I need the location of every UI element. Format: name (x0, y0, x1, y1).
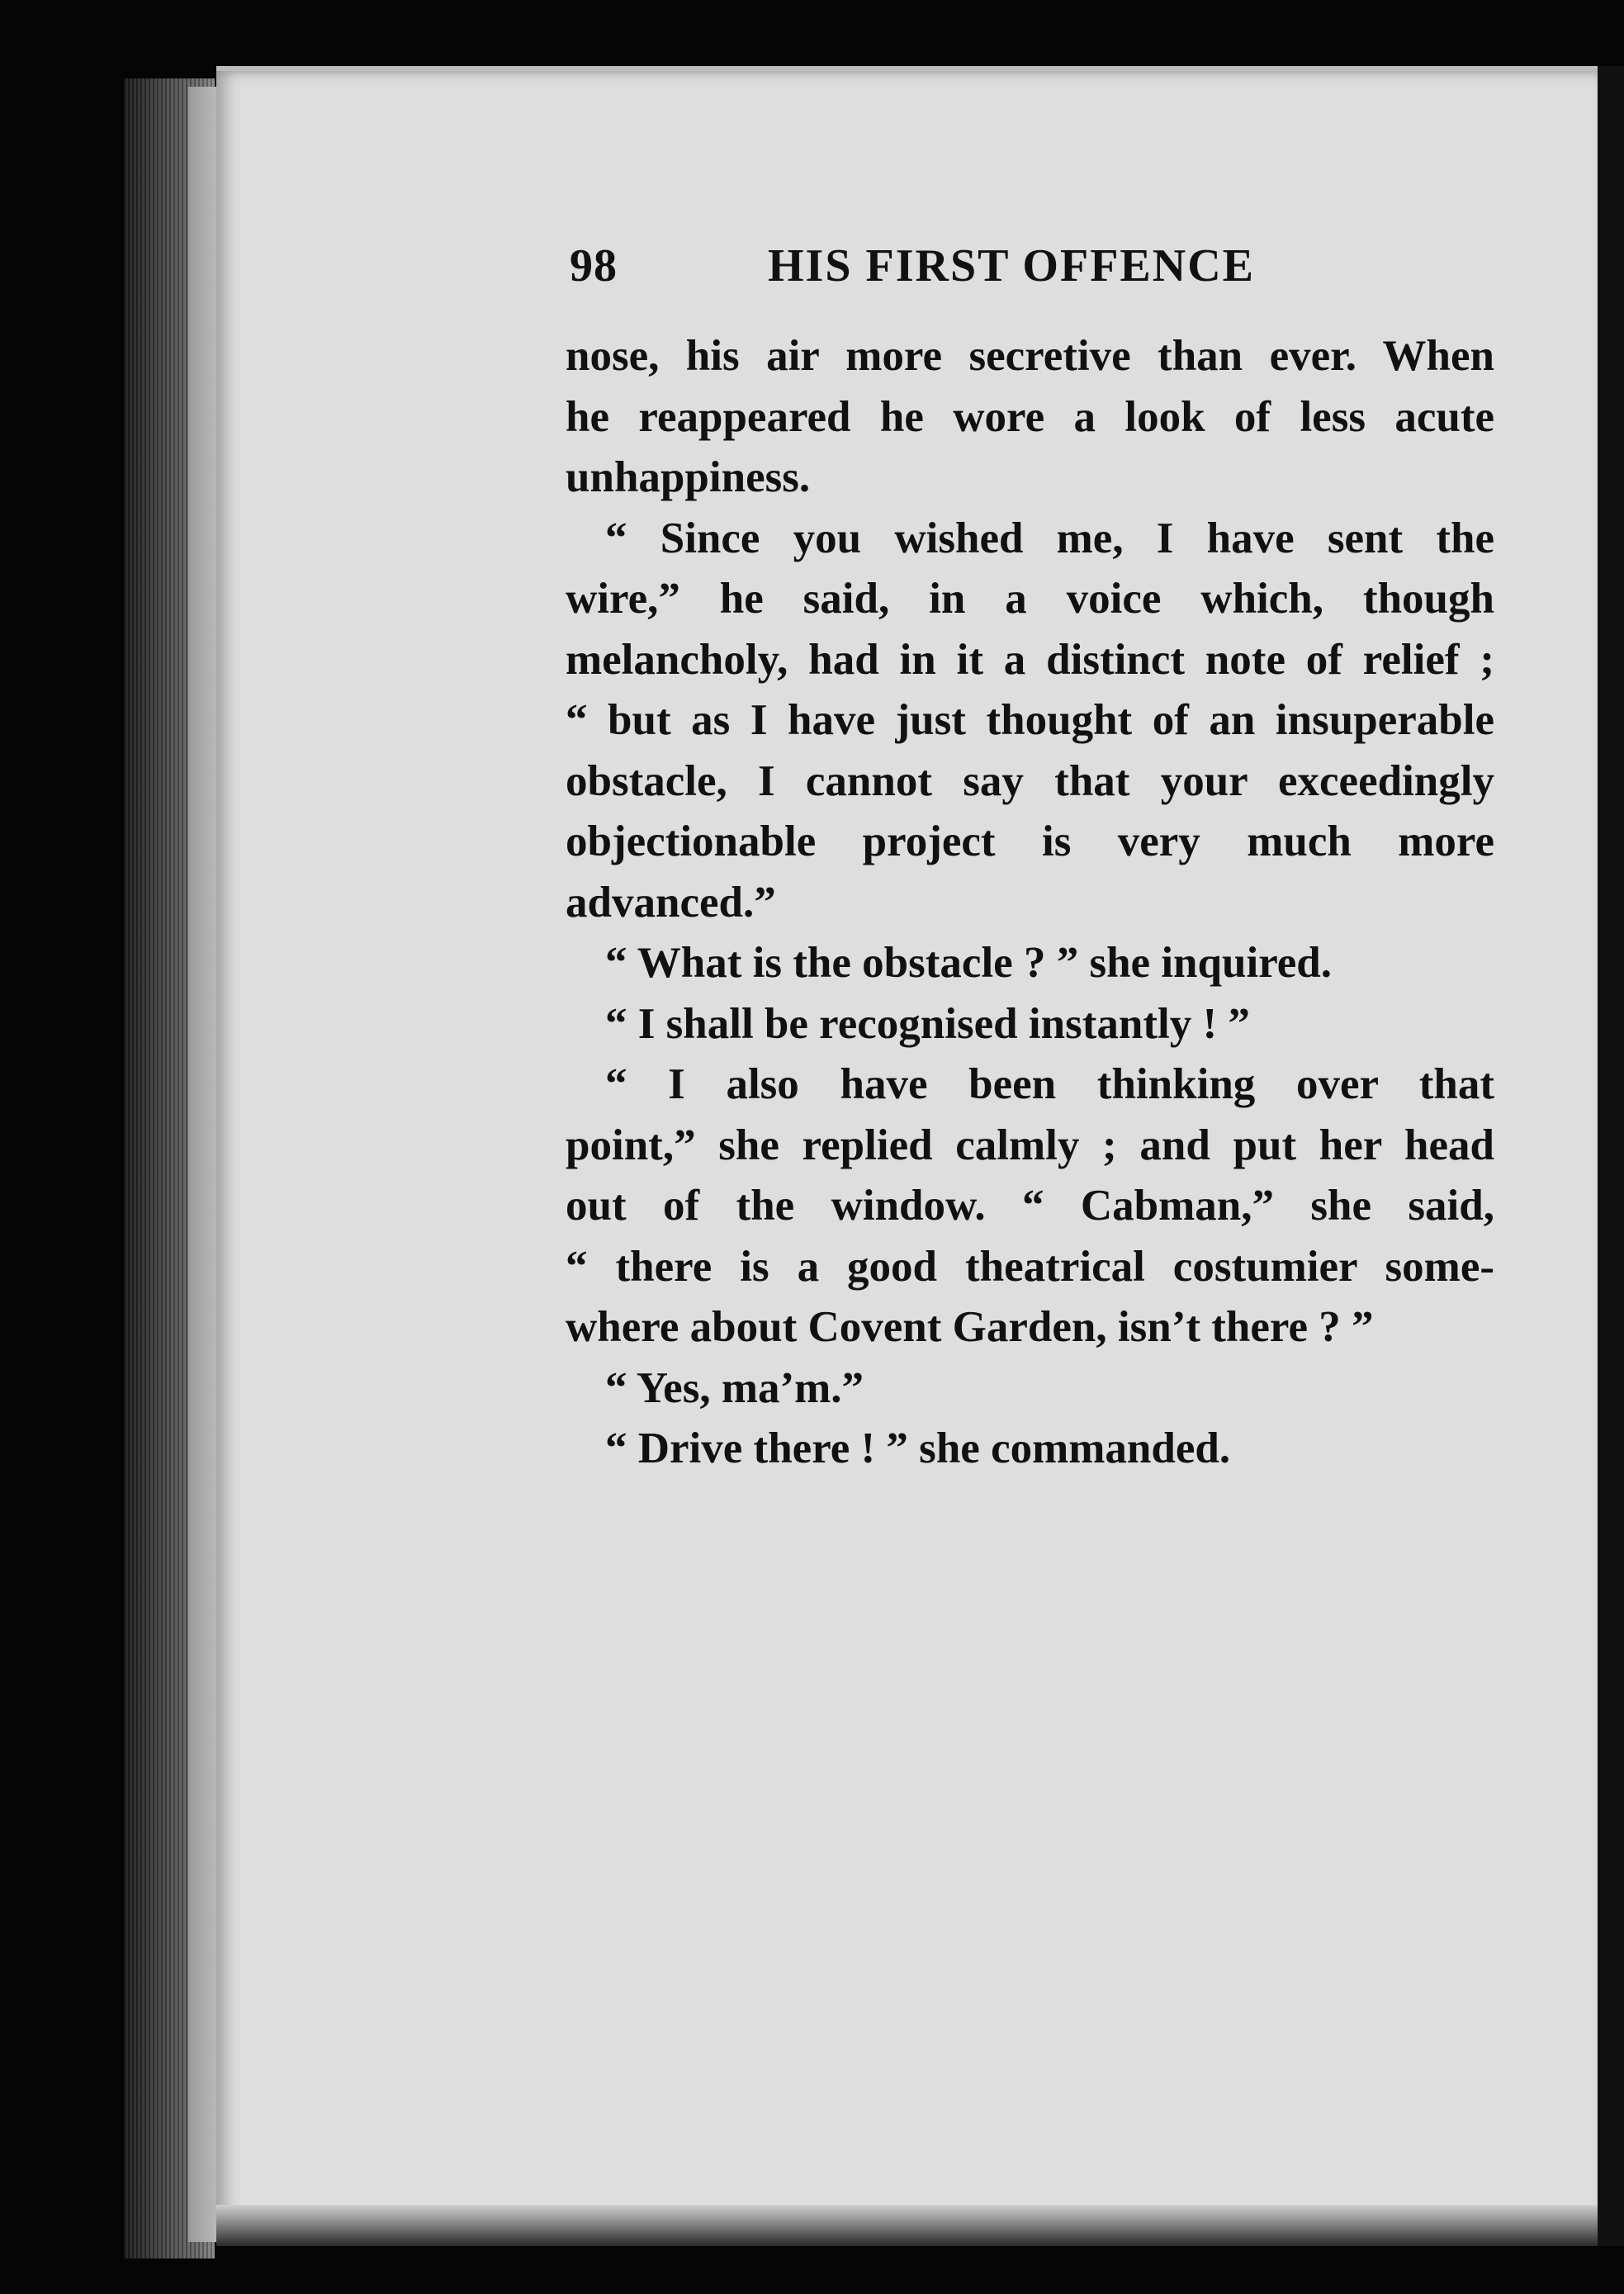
text-line: “ Since you wished me, I have sent the (605, 514, 1494, 562)
text-line: “ Yes, ma’m.” (605, 1363, 864, 1412)
text-line: melancholy, had in it a distinct note of relief ; (566, 635, 1494, 684)
running-head: HIS FIRST OFFENCE (768, 240, 1255, 291)
text-line: “ I also have been thinking over that (605, 1060, 1494, 1108)
text-line: out of the window. “ Cabman,” she said, (566, 1182, 1494, 1230)
text-line: point,” she replied calmly ; and put her head (566, 1121, 1494, 1169)
text-line: “ there is a good theatrical costumier some- (566, 1242, 1494, 1291)
text-line: objectionable project is very much more (566, 818, 1494, 865)
text-line: wire,” he said, in a voice which, though (566, 575, 1494, 623)
text-line: “ but as I have just thought of an insuperable (566, 696, 1494, 744)
text-line: nose, his air more secretive than ever. When (566, 332, 1494, 380)
text-line: where about Covent Garden, isn’t there ? ” (566, 1303, 1374, 1351)
text-line: “ What is the obstacle ? ” she inquired. (605, 939, 1333, 987)
page-number: 98 (570, 240, 618, 291)
text-line: obstacle, I cannot say that your exceedingly (566, 756, 1494, 805)
page-header (570, 239, 1296, 297)
text-line: unhappiness. (566, 453, 811, 501)
text-line: advanced.” (566, 878, 776, 927)
right-shadow (1598, 66, 1624, 2246)
body-text (566, 326, 1494, 1480)
text-line: he reappeared he wore a look of less acute (566, 392, 1494, 441)
page-bottom-edge (216, 2205, 1624, 2246)
text-line: “ I shall be recognised instantly ! ” (605, 999, 1250, 1048)
text-line: “ Drive there ! ” she commanded. (605, 1424, 1231, 1472)
